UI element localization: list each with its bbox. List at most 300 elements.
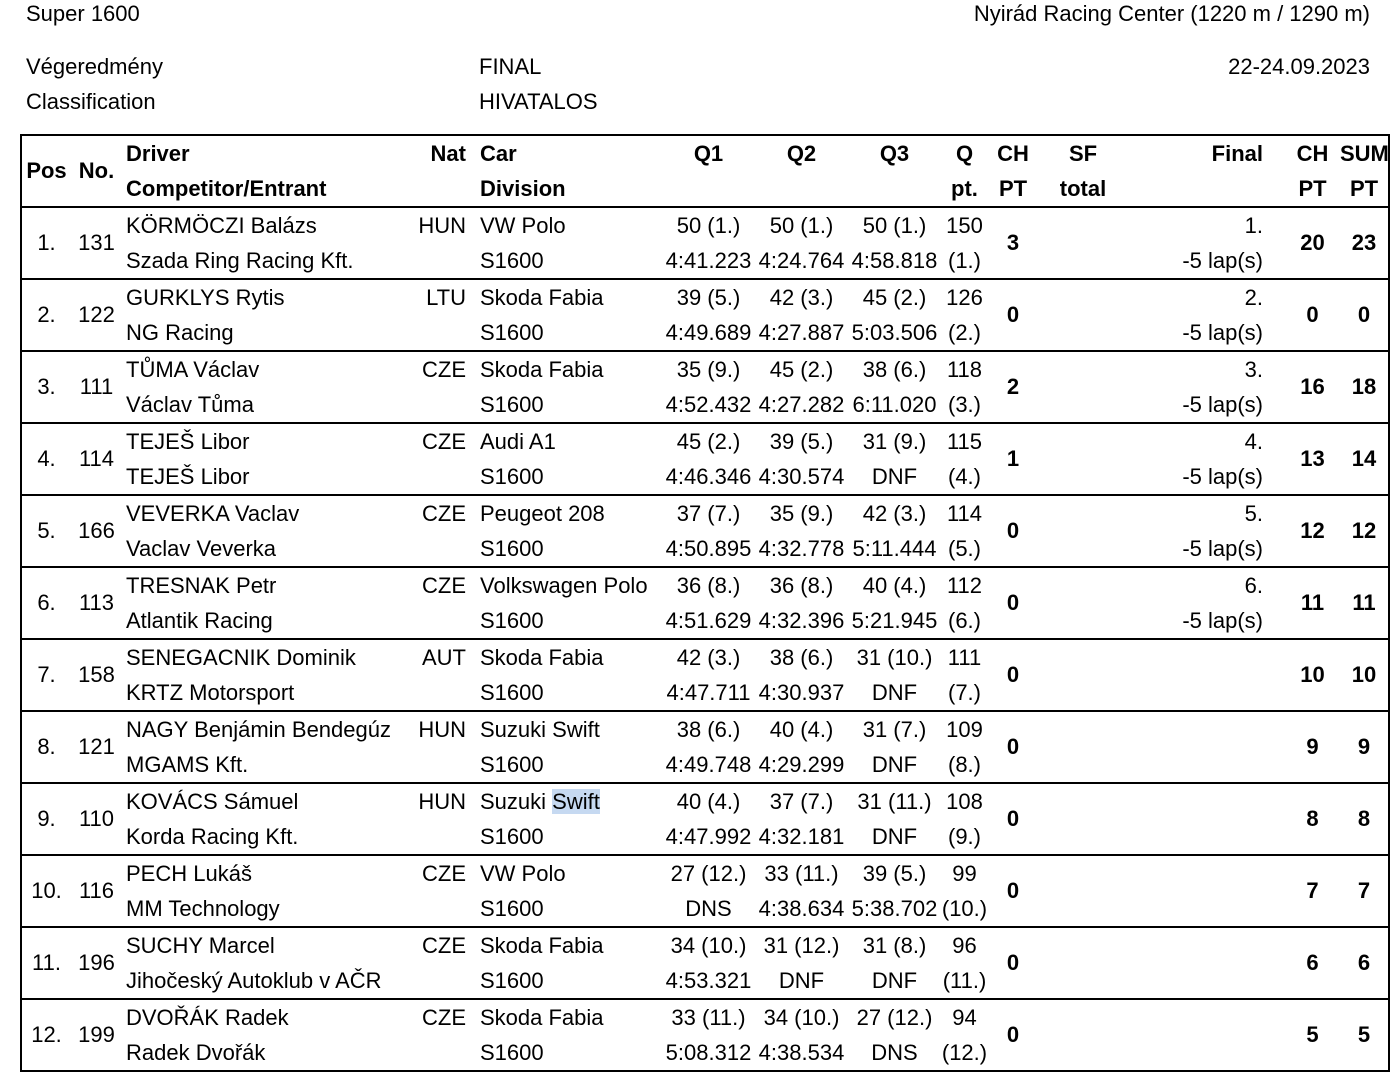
q1-points-cell: 38 (6.) [662,711,755,747]
header-row-2 [21,171,1389,207]
q1-points-cell: 42 (3.) [662,639,755,675]
q-points-total-cell: 115 [941,423,988,459]
driver-cell: VEVERKA Vaclav [122,495,402,531]
q1-time-cell: 4:53.321 [665,967,752,993]
col-no: No. [78,158,115,183]
pos-cell: 2. [21,279,71,351]
q3-time-cell: DNF [871,823,918,849]
q3-points-cell: 45 (2.) [848,279,941,315]
ch-points-cell: 0 [988,279,1038,351]
q-points-total-cell: 150 [941,207,988,243]
car-make-text: Suzuki [480,788,553,814]
pos-cell: 5. [21,495,71,567]
col-pos: Pos [26,158,67,183]
entrant-cell: Václav Tůma [126,391,254,417]
q-rank-cell: (1.) [948,247,981,273]
sf-total-cell [1038,495,1128,567]
q2-time-cell: 4:24.764 [758,247,845,273]
final-position-cell [1128,855,1285,891]
final-laps-cell [1128,1035,1285,1071]
car-cell: Audi A1 [474,423,662,459]
final-laps-cell: -5 lap(s) [1182,607,1263,633]
q2-time-cell: DNF [778,967,825,993]
sum-points-cell: 8 [1340,783,1389,855]
driver-cell: TEJEŠ Libor [122,423,402,459]
car-number-cell: 121 [71,711,122,783]
q-rank-cell: (11.) [942,967,987,993]
table-row-line2 [21,747,1389,783]
pos-cell: 8. [21,711,71,783]
final-laps-cell [1128,963,1285,999]
q2-points-cell: 38 (6.) [755,639,848,675]
q2-points-cell: 34 (10.) [755,999,848,1035]
ch2-points-cell: 5 [1285,999,1340,1071]
q3-points-cell: 31 (10.) [848,639,941,675]
entrant-cell: Atlantik Racing [126,607,273,633]
final-position-cell: 1. [1128,207,1285,243]
sf-total-cell [1038,783,1128,855]
sum-points-cell: 7 [1340,855,1389,927]
q2-time-cell: 4:32.778 [758,535,845,561]
ch2-points-cell: 16 [1285,351,1340,423]
q1-time-cell: 4:46.346 [665,463,752,489]
q-points-total-cell: 111 [941,639,988,675]
nationality-cell: CZE [402,423,474,459]
q-points-total-cell: 126 [941,279,988,315]
q1-points-cell: 45 (2.) [662,423,755,459]
sf-total-cell [1038,279,1128,351]
ch2-points-cell: 12 [1285,495,1340,567]
q2-time-cell: 4:38.634 [758,895,845,921]
col-driver: Driver [126,140,190,166]
col-sf-bottom: total [1059,175,1107,201]
ch-points-cell: 2 [988,351,1038,423]
q3-time-cell: DNF [871,679,918,705]
col-sum-bottom: PT [1349,175,1379,201]
q-points-total-cell: 99 [941,855,988,891]
division-cell: S1600 [480,679,544,705]
car-cell: VW Polo [474,207,662,243]
q3-points-cell: 38 (6.) [848,351,941,387]
q2-points-cell: 36 (8.) [755,567,848,603]
car-cell: Skoda Fabia [474,927,662,963]
sf-total-cell [1038,855,1128,927]
sum-points-cell: 9 [1340,711,1389,783]
nationality-cell: HUN [402,207,474,243]
col-final: Final [1211,140,1263,166]
entrant-cell: NG Racing [126,319,234,345]
q1-time-cell: 4:52.432 [665,391,752,417]
driver-cell: KÖRMÖCZI Balázs [122,207,402,243]
car-cell: Suzuki Swift [474,711,662,747]
col-nat: Nat [430,140,466,166]
driver-cell: KOVÁCS Sámuel [122,783,402,819]
q-points-total-cell: 94 [941,999,988,1035]
q3-time-cell: DNF [871,967,918,993]
table-row [21,711,1389,747]
q-rank-cell: (2.) [948,319,981,345]
division-cell: S1600 [480,751,544,777]
q1-points-cell: 39 (5.) [662,279,755,315]
ch-points-cell: 0 [988,999,1038,1071]
car-cell: Skoda Fabia [474,279,662,315]
table-row [21,279,1389,315]
division-cell: S1600 [480,967,544,993]
ch2-points-cell: 0 [1285,279,1340,351]
final-position-cell [1128,927,1285,963]
sum-points-cell: 23 [1340,207,1389,279]
sum-points-cell: 18 [1340,351,1389,423]
q-points-total-cell: 108 [941,783,988,819]
table-row [21,207,1389,243]
q1-points-cell: 33 (11.) [662,999,755,1035]
nationality-cell: CZE [402,567,474,603]
car-cell: VW Polo [474,855,662,891]
q3-time-cell: 5:21.945 [851,607,938,633]
driver-cell: SENEGACNIK Dominik [122,639,402,675]
q-points-total-cell: 109 [941,711,988,747]
division-cell: S1600 [480,1039,544,1065]
pos-cell: 6. [21,567,71,639]
q3-points-cell: 31 (9.) [848,423,941,459]
car-number-cell: 114 [71,423,122,495]
table-row-line2 [21,315,1389,351]
car-cell: Volkswagen Polo [474,567,662,603]
q-points-total-cell: 96 [941,927,988,963]
ch2-points-cell: 10 [1285,639,1340,711]
col-chpt-top: CH [997,140,1029,166]
nationality-cell: CZE [402,927,474,963]
pos-cell: 11. [21,927,71,999]
q-rank-cell: (12.) [941,1039,988,1065]
entrant-cell: MM Technology [126,895,280,921]
ch-points-cell: 0 [988,927,1038,999]
q1-time-cell: 4:51.629 [665,607,752,633]
col-chpt-bottom: PT [998,175,1028,201]
q2-time-cell: 4:30.574 [758,463,845,489]
col-ch2-bottom: PT [1298,175,1327,201]
final-laps-cell [1128,819,1285,855]
q2-points-cell: 42 (3.) [755,279,848,315]
q1-time-cell: 5:08.312 [665,1039,752,1065]
division-cell: S1600 [480,535,544,561]
division-cell: S1600 [480,463,544,489]
final-position-cell [1128,999,1285,1035]
table-row-line2 [21,459,1389,495]
table-row-line2 [21,1035,1389,1071]
driver-cell: DVOŘÁK Radek [122,999,402,1035]
q2-time-cell: 4:32.396 [758,607,845,633]
q2-points-cell: 33 (11.) [755,855,848,891]
q1-points-cell: 36 (8.) [662,567,755,603]
pos-cell: 12. [21,999,71,1071]
sf-total-cell [1038,999,1128,1071]
ch2-points-cell: 7 [1285,855,1340,927]
selected-text-highlight[interactable]: Swift [552,788,600,814]
entrant-cell: TEJEŠ Libor [126,463,250,489]
table-row [21,351,1389,387]
q1-points-cell: 35 (9.) [662,351,755,387]
q1-time-cell: 4:49.748 [665,751,752,777]
final-laps-cell [1128,675,1285,711]
nationality-cell: HUN [402,783,474,819]
car-number-cell: 131 [71,207,122,279]
final-position-cell: 3. [1128,351,1285,387]
car-number-cell: 166 [71,495,122,567]
sum-points-cell: 5 [1340,999,1389,1071]
driver-cell: GURKLYS Rytis [122,279,402,315]
car-number-cell: 158 [71,639,122,711]
q-points-total-cell: 118 [941,351,988,387]
division-cell: S1600 [480,247,544,273]
q-rank-cell: (8.) [948,751,981,777]
q-rank-cell: (4.) [948,463,981,489]
table-row [21,999,1389,1035]
q3-points-cell: 31 (8.) [848,927,941,963]
q3-points-cell: 27 (12.) [848,999,941,1035]
status-official: HIVATALOS [479,89,598,114]
nationality-cell: HUN [402,711,474,747]
q2-time-cell: 4:30.937 [758,679,845,705]
final-position-cell [1128,783,1285,819]
division-cell: S1600 [480,607,544,633]
table-row [21,567,1389,603]
sum-points-cell: 11 [1340,567,1389,639]
col-q3: Q3 [879,140,910,166]
table-row-line2 [21,387,1389,423]
car-cell: Peugeot 208 [474,495,662,531]
car-number-cell: 113 [71,567,122,639]
nationality-cell: CZE [402,495,474,531]
nationality-cell: CZE [402,999,474,1035]
ch-points-cell: 0 [988,711,1038,783]
final-laps-cell: -5 lap(s) [1182,463,1263,489]
final-position-cell: 5. [1128,495,1285,531]
final-position-cell: 6. [1128,567,1285,603]
division-cell: S1600 [480,391,544,417]
q3-time-cell: DNS [871,1039,918,1065]
q1-points-cell: 40 (4.) [662,783,755,819]
driver-cell: TRESNAK Petr [122,567,402,603]
entrant-cell: Szada Ring Racing Kft. [126,247,354,273]
nationality-cell: CZE [402,351,474,387]
table-row-line2 [21,603,1389,639]
q1-points-cell: 27 (12.) [662,855,755,891]
sf-total-cell [1038,711,1128,783]
car-cell: Skoda Fabia [474,351,662,387]
q-points-total-cell: 114 [941,495,988,531]
driver-cell: TŮMA Václav [122,351,402,387]
q1-time-cell: DNS [685,895,732,921]
ch-points-cell: 0 [988,567,1038,639]
pos-cell: 7. [21,639,71,711]
q2-points-cell: 45 (2.) [755,351,848,387]
table-row [21,495,1389,531]
q1-time-cell: 4:47.992 [665,823,752,849]
sum-points-cell: 14 [1340,423,1389,495]
q1-time-cell: 4:47.711 [666,679,751,705]
category-title: Super 1600 [26,1,140,26]
results-table [20,134,1390,1072]
q3-time-cell: 5:11.444 [852,535,937,561]
col-ch2-top: CH [1296,140,1329,166]
car-number-cell: 122 [71,279,122,351]
entrant-cell: Jihočeský Autoklub v AČR [126,967,382,993]
q3-time-cell: 6:11.020 [852,391,937,417]
pos-cell: 3. [21,351,71,423]
q-points-total-cell: 112 [941,567,988,603]
q3-time-cell: 5:03.506 [851,319,938,345]
entrant-cell: MGAMS Kft. [126,751,249,777]
status-final: FINAL [479,54,542,79]
table-row-line2 [21,891,1389,927]
q-rank-cell: (10.) [941,895,988,921]
sf-total-cell [1038,423,1128,495]
driver-cell: SUCHY Marcel [122,927,402,963]
q2-points-cell: 50 (1.) [755,207,848,243]
col-competitor: Competitor/Entrant [126,175,327,201]
final-laps-cell [1128,747,1285,783]
q-rank-cell: (7.) [948,679,981,705]
col-q1: Q1 [693,140,724,166]
nationality-cell: AUT [402,639,474,675]
ch-points-cell: 0 [988,783,1038,855]
venue-title: Nyirád Racing Center (1220 m / 1290 m) [973,1,1370,26]
table-row [21,639,1389,675]
q-rank-cell: (3.) [948,391,981,417]
table-row [21,423,1389,459]
q3-time-cell: 4:58.818 [851,247,938,273]
q3-time-cell: 5:38.702 [851,895,938,921]
col-qpt-bottom: pt. [951,175,978,201]
q3-points-cell: 31 (7.) [848,711,941,747]
ch-points-cell: 3 [988,207,1038,279]
classification-title-en: Classification [26,89,156,114]
q1-points-cell: 37 (7.) [662,495,755,531]
sf-total-cell [1038,639,1128,711]
pos-cell: 1. [21,207,71,279]
ch2-points-cell: 6 [1285,927,1340,999]
col-division: Division [480,175,566,201]
ch-points-cell: 0 [988,855,1038,927]
table-row-line2 [21,243,1389,279]
division-cell: S1600 [480,319,544,345]
col-qpt-top: Q [955,140,974,166]
car-number-cell: 116 [71,855,122,927]
sf-total-cell [1038,207,1128,279]
division-cell: S1600 [480,823,544,849]
q2-points-cell: 35 (9.) [755,495,848,531]
q3-time-cell: DNF [871,463,918,489]
ch-points-cell: 0 [988,495,1038,567]
col-car: Car [480,140,517,166]
q-rank-cell: (6.) [948,607,981,633]
car-cell: Skoda Fabia [474,639,662,675]
final-laps-cell: -5 lap(s) [1182,391,1263,417]
final-position-cell: 4. [1128,423,1285,459]
q3-points-cell: 40 (4.) [848,567,941,603]
car-cell: Skoda Fabia [474,999,662,1035]
division-cell: S1600 [480,895,544,921]
col-sf-top: SF [1068,140,1098,166]
q3-points-cell: 39 (5.) [848,855,941,891]
classification-title-hu: Végeredmény [26,54,163,79]
header-row-1 [21,135,1389,171]
entrant-cell: Radek Dvořák [126,1039,266,1065]
nationality-cell: LTU [402,279,474,315]
q2-time-cell: 4:27.282 [758,391,845,417]
q2-points-cell: 40 (4.) [755,711,848,747]
event-date: 22-24.09.2023 [1228,54,1370,79]
table-row-line2 [21,819,1389,855]
q1-points-cell: 34 (10.) [662,927,755,963]
table-row [21,855,1389,891]
car-number-cell: 199 [71,999,122,1071]
entrant-cell: Vaclav Veverka [126,535,277,561]
q2-points-cell: 31 (12.) [755,927,848,963]
q1-time-cell: 4:49.689 [665,319,752,345]
final-laps-cell: -5 lap(s) [1182,247,1263,273]
final-position-cell [1128,711,1285,747]
car-number-cell: 111 [71,351,122,423]
q2-time-cell: 4:29.299 [758,751,845,777]
ch2-points-cell: 9 [1285,711,1340,783]
table-row-line2 [21,963,1389,999]
nationality-cell: CZE [402,855,474,891]
sum-points-cell: 6 [1340,927,1389,999]
entrant-cell: Korda Racing Kft. [126,823,299,849]
q3-points-cell: 42 (3.) [848,495,941,531]
sf-total-cell [1038,567,1128,639]
q2-time-cell: 4:32.181 [758,823,845,849]
ch-points-cell: 1 [988,423,1038,495]
ch2-points-cell: 13 [1285,423,1340,495]
pos-cell: 4. [21,423,71,495]
sf-total-cell [1038,927,1128,999]
final-laps-cell [1128,891,1285,927]
car-number-cell: 196 [71,927,122,999]
table-row-line2 [21,675,1389,711]
ch2-points-cell: 11 [1285,567,1340,639]
col-q2: Q2 [786,140,817,166]
table-row [21,927,1389,963]
final-position-cell [1128,639,1285,675]
table-row-line2 [21,531,1389,567]
q2-time-cell: 4:38.534 [758,1039,845,1065]
driver-cell: NAGY Benjámin Bendegúz [122,711,402,747]
final-laps-cell: -5 lap(s) [1182,535,1263,561]
car-number-cell: 110 [71,783,122,855]
q3-points-cell: 50 (1.) [848,207,941,243]
pos-cell: 10. [21,855,71,927]
entrant-cell: KRTZ Motorsport [126,679,295,705]
ch-points-cell: 0 [988,639,1038,711]
q2-time-cell: 4:27.887 [758,319,845,345]
driver-cell: PECH Lukáš [122,855,402,891]
q-rank-cell: (5.) [948,535,981,561]
q2-points-cell: 39 (5.) [755,423,848,459]
col-sum-top: SUM [1340,140,1389,166]
sum-points-cell: 0 [1340,279,1389,351]
sum-points-cell: 12 [1340,495,1389,567]
q2-points-cell: 37 (7.) [755,783,848,819]
sf-total-cell [1038,351,1128,423]
q3-points-cell: 31 (11.) [848,783,941,819]
sum-points-cell: 10 [1340,639,1389,711]
q1-time-cell: 4:41.223 [665,247,752,273]
car-cell [474,783,662,819]
table-row [21,783,1389,819]
